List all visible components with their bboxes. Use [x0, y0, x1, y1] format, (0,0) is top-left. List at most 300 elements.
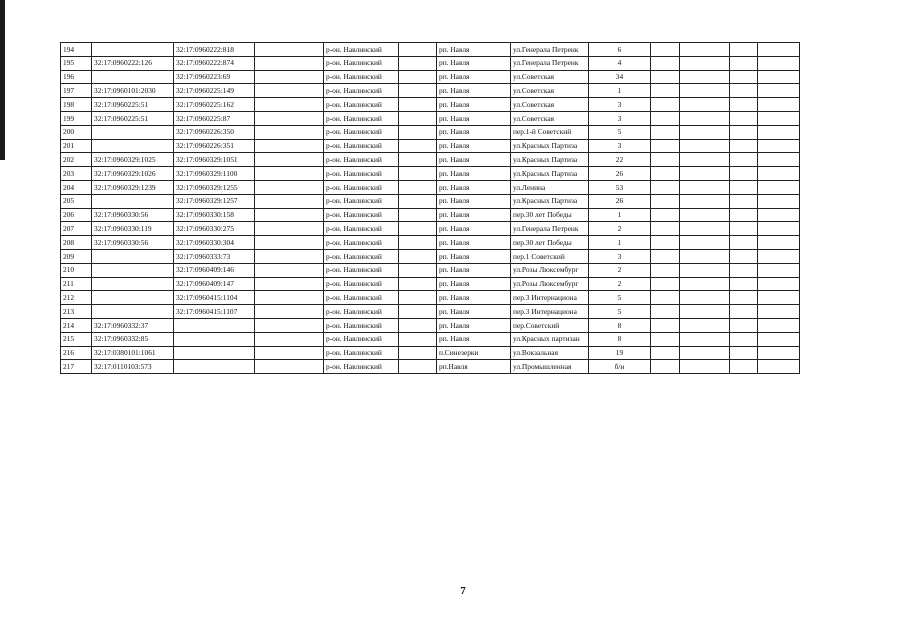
land-cadastral-number-cell: 32:17:0960225:51	[92, 98, 174, 112]
table-row	[61, 318, 800, 332]
row-number-cell: 202	[61, 153, 92, 167]
street-cell: ул.Красных Партиза	[511, 167, 589, 181]
empty-cell	[730, 56, 758, 70]
house-number-cell: 2	[589, 277, 651, 291]
page-number: 7	[460, 585, 466, 597]
row-number-cell: 196	[61, 70, 92, 84]
object-cadastral-number-cell: 32:17:0960329:1257	[174, 194, 255, 208]
street-cell: ул.Ленина	[511, 180, 589, 194]
empty-cell	[680, 180, 730, 194]
empty-cell	[255, 84, 324, 98]
district-cell: р-он. Навлинский	[324, 332, 399, 346]
empty-cell	[651, 153, 680, 167]
land-cadastral-number-cell: 32:17:0960329:1026	[92, 167, 174, 181]
empty-cell	[651, 222, 680, 236]
empty-cell	[758, 249, 800, 263]
house-number-cell: 1	[589, 84, 651, 98]
land-cadastral-number-cell: 32:17:0960329:1025	[92, 153, 174, 167]
object-cadastral-number-cell: 32:17:0960225:162	[174, 98, 255, 112]
row-number-cell: 206	[61, 208, 92, 222]
district-cell: р-он. Навлинский	[324, 318, 399, 332]
row-number-cell: 198	[61, 98, 92, 112]
empty-cell	[255, 277, 324, 291]
empty-cell	[680, 305, 730, 319]
district-cell: р-он. Навлинский	[324, 263, 399, 277]
empty-cell	[758, 84, 800, 98]
empty-cell	[399, 84, 437, 98]
street-cell: ул.Розы Люксембург	[511, 263, 589, 277]
empty-cell	[399, 70, 437, 84]
empty-cell	[651, 98, 680, 112]
empty-cell	[255, 111, 324, 125]
district-cell: р-он. Навлинский	[324, 277, 399, 291]
table-row	[61, 167, 800, 181]
table-row	[61, 111, 800, 125]
district-cell: р-он. Навлинский	[324, 208, 399, 222]
settlement-cell: рп. Навля	[437, 98, 511, 112]
table-row	[61, 153, 800, 167]
table-row	[61, 125, 800, 139]
empty-cell	[758, 56, 800, 70]
street-cell: ул.Красных Партиза	[511, 153, 589, 167]
empty-cell	[758, 277, 800, 291]
empty-cell	[730, 43, 758, 57]
empty-cell	[730, 180, 758, 194]
empty-cell	[730, 98, 758, 112]
land-cadastral-number-cell: 32:17:0960332:37	[92, 318, 174, 332]
row-number-cell: 216	[61, 346, 92, 360]
empty-cell	[730, 222, 758, 236]
house-number-cell: 1	[589, 236, 651, 250]
empty-cell	[255, 360, 324, 374]
object-cadastral-number-cell	[174, 318, 255, 332]
object-cadastral-number-cell: 32:17:0960415:1104	[174, 291, 255, 305]
district-cell: р-он. Навлинский	[324, 291, 399, 305]
row-number-cell: 203	[61, 167, 92, 181]
row-number-cell: 213	[61, 305, 92, 319]
empty-cell	[399, 43, 437, 57]
object-cadastral-number-cell	[174, 332, 255, 346]
house-number-cell: 8	[589, 332, 651, 346]
empty-cell	[758, 346, 800, 360]
empty-cell	[730, 194, 758, 208]
street-cell: пер.3 Интернациона	[511, 291, 589, 305]
empty-cell	[651, 346, 680, 360]
house-number-cell: 22	[589, 153, 651, 167]
empty-cell	[399, 208, 437, 222]
object-cadastral-number-cell: 32:17:0960330:158	[174, 208, 255, 222]
scan-edge-shadow	[0, 0, 5, 160]
empty-cell	[255, 249, 324, 263]
object-cadastral-number-cell: 32:17:0960330:275	[174, 222, 255, 236]
table-row	[61, 208, 800, 222]
empty-cell	[730, 111, 758, 125]
house-number-cell: 3	[589, 98, 651, 112]
house-number-cell: 34	[589, 70, 651, 84]
empty-cell	[680, 84, 730, 98]
house-number-cell: 53	[589, 180, 651, 194]
district-cell: р-он. Навлинский	[324, 249, 399, 263]
empty-cell	[399, 222, 437, 236]
land-cadastral-number-cell	[92, 277, 174, 291]
house-number-cell: 3	[589, 249, 651, 263]
empty-cell	[730, 84, 758, 98]
empty-cell	[730, 153, 758, 167]
empty-cell	[651, 318, 680, 332]
empty-cell	[730, 236, 758, 250]
land-cadastral-number-cell: 32:17:0960330:119	[92, 222, 174, 236]
empty-cell	[651, 291, 680, 305]
table-row	[61, 360, 800, 374]
empty-cell	[680, 277, 730, 291]
empty-cell	[651, 125, 680, 139]
empty-cell	[399, 332, 437, 346]
land-cadastral-number-cell: 32:17:0960332:85	[92, 332, 174, 346]
empty-cell	[255, 70, 324, 84]
district-cell: р-он. Навлинский	[324, 70, 399, 84]
house-number-cell: 8	[589, 318, 651, 332]
settlement-cell: рп. Навля	[437, 291, 511, 305]
empty-cell	[680, 43, 730, 57]
empty-cell	[758, 305, 800, 319]
empty-cell	[651, 208, 680, 222]
land-cadastral-number-cell: 32:17:0960329:1239	[92, 180, 174, 194]
empty-cell	[399, 153, 437, 167]
row-number-cell: 204	[61, 180, 92, 194]
house-number-cell: 5	[589, 125, 651, 139]
empty-cell	[651, 332, 680, 346]
empty-cell	[399, 56, 437, 70]
empty-cell	[680, 318, 730, 332]
empty-cell	[680, 70, 730, 84]
empty-cell	[680, 139, 730, 153]
street-cell: ул.Советская	[511, 70, 589, 84]
land-cadastral-number-cell	[92, 249, 174, 263]
empty-cell	[399, 111, 437, 125]
row-number-cell: 197	[61, 84, 92, 98]
empty-cell	[730, 332, 758, 346]
table-row	[61, 43, 800, 57]
table-row	[61, 98, 800, 112]
table-row	[61, 84, 800, 98]
empty-cell	[651, 70, 680, 84]
row-number-cell: 207	[61, 222, 92, 236]
empty-cell	[730, 346, 758, 360]
empty-cell	[680, 332, 730, 346]
empty-cell	[730, 125, 758, 139]
empty-cell	[730, 70, 758, 84]
empty-cell	[255, 43, 324, 57]
row-number-cell: 215	[61, 332, 92, 346]
empty-cell	[255, 291, 324, 305]
empty-cell	[255, 56, 324, 70]
empty-cell	[680, 167, 730, 181]
empty-cell	[651, 249, 680, 263]
empty-cell	[758, 208, 800, 222]
empty-cell	[758, 70, 800, 84]
district-cell: р-он. Навлинский	[324, 111, 399, 125]
object-cadastral-number-cell: 32:17:0960226:351	[174, 139, 255, 153]
empty-cell	[651, 305, 680, 319]
house-number-cell: 1	[589, 208, 651, 222]
house-number-cell: 6	[589, 43, 651, 57]
settlement-cell: рп. Навля	[437, 180, 511, 194]
house-number-cell: 3	[589, 139, 651, 153]
empty-cell	[758, 139, 800, 153]
table-row	[61, 346, 800, 360]
empty-cell	[730, 263, 758, 277]
table-row	[61, 263, 800, 277]
empty-cell	[758, 291, 800, 305]
empty-cell	[730, 249, 758, 263]
street-cell: пер.1 Советский	[511, 249, 589, 263]
empty-cell	[680, 236, 730, 250]
land-cadastral-number-cell	[92, 70, 174, 84]
district-cell: р-он. Навлинский	[324, 56, 399, 70]
table-row	[61, 56, 800, 70]
land-cadastral-number-cell: 32:17:0960101:2030	[92, 84, 174, 98]
empty-cell	[730, 360, 758, 374]
empty-cell	[651, 139, 680, 153]
empty-cell	[399, 249, 437, 263]
street-cell: ул.Генерала Петренк	[511, 222, 589, 236]
empty-cell	[680, 263, 730, 277]
empty-cell	[758, 180, 800, 194]
empty-cell	[651, 180, 680, 194]
empty-cell	[651, 263, 680, 277]
empty-cell	[680, 125, 730, 139]
empty-cell	[651, 56, 680, 70]
row-number-cell: 214	[61, 318, 92, 332]
empty-cell	[758, 263, 800, 277]
object-cadastral-number-cell: 32:17:0960329:1051	[174, 153, 255, 167]
row-number-cell: 199	[61, 111, 92, 125]
empty-cell	[758, 98, 800, 112]
house-number-cell: б/н	[589, 360, 651, 374]
table-row	[61, 277, 800, 291]
table-row	[61, 249, 800, 263]
district-cell: р-он. Навлинский	[324, 98, 399, 112]
empty-cell	[399, 346, 437, 360]
empty-cell	[680, 346, 730, 360]
empty-cell	[758, 125, 800, 139]
settlement-cell: рп. Навля	[437, 249, 511, 263]
empty-cell	[399, 139, 437, 153]
empty-cell	[758, 43, 800, 57]
settlement-cell: п.Синезерки	[437, 346, 511, 360]
land-cadastral-number-cell: 32:17:0960330:56	[92, 208, 174, 222]
empty-cell	[758, 332, 800, 346]
district-cell: р-он. Навлинский	[324, 194, 399, 208]
street-cell: ул.Промышленная	[511, 360, 589, 374]
empty-cell	[255, 208, 324, 222]
district-cell: р-он. Навлинский	[324, 305, 399, 319]
district-cell: р-он. Навлинский	[324, 153, 399, 167]
district-cell: р-он. Навлинский	[324, 180, 399, 194]
empty-cell	[399, 318, 437, 332]
street-cell: пер.1-й Советский	[511, 125, 589, 139]
land-cadastral-number-cell: 32:17:0110103:573	[92, 360, 174, 374]
district-cell: р-он. Навлинский	[324, 346, 399, 360]
street-cell: ул.Советская	[511, 111, 589, 125]
empty-cell	[255, 332, 324, 346]
empty-cell	[730, 139, 758, 153]
empty-cell	[651, 194, 680, 208]
settlement-cell: рп. Навля	[437, 194, 511, 208]
object-cadastral-number-cell	[174, 346, 255, 360]
empty-cell	[680, 111, 730, 125]
property-registry-table	[60, 42, 800, 374]
empty-cell	[730, 291, 758, 305]
street-cell: ул.Генерала Петренк	[511, 56, 589, 70]
house-number-cell: 26	[589, 167, 651, 181]
land-cadastral-number-cell	[92, 194, 174, 208]
object-cadastral-number-cell: 32:17:0960222:874	[174, 56, 255, 70]
empty-cell	[399, 194, 437, 208]
empty-cell	[680, 222, 730, 236]
settlement-cell: рп. Навля	[437, 236, 511, 250]
table-row	[61, 305, 800, 319]
empty-cell	[651, 277, 680, 291]
settlement-cell: рп. Навля	[437, 84, 511, 98]
empty-cell	[255, 236, 324, 250]
empty-cell	[730, 208, 758, 222]
object-cadastral-number-cell: 32:17:0960409:147	[174, 277, 255, 291]
street-cell: пер.30 лет Победы	[511, 208, 589, 222]
empty-cell	[399, 360, 437, 374]
land-cadastral-number-cell	[92, 139, 174, 153]
empty-cell	[255, 153, 324, 167]
district-cell: р-он. Навлинский	[324, 84, 399, 98]
street-cell: ул.Советская	[511, 84, 589, 98]
district-cell: р-он. Навлинский	[324, 360, 399, 374]
empty-cell	[399, 236, 437, 250]
land-cadastral-number-cell: 32:17:0960225:51	[92, 111, 174, 125]
settlement-cell: рп. Навля	[437, 263, 511, 277]
empty-cell	[758, 222, 800, 236]
street-cell: пер.3 Интернациона	[511, 305, 589, 319]
district-cell: р-он. Навлинский	[324, 236, 399, 250]
empty-cell	[399, 263, 437, 277]
row-number-cell: 211	[61, 277, 92, 291]
empty-cell	[651, 236, 680, 250]
land-cadastral-number-cell	[92, 263, 174, 277]
settlement-cell: рп. Навля	[437, 318, 511, 332]
house-number-cell: 5	[589, 305, 651, 319]
settlement-cell: рп. Навля	[437, 305, 511, 319]
empty-cell	[651, 167, 680, 181]
row-number-cell: 209	[61, 249, 92, 263]
empty-cell	[758, 153, 800, 167]
empty-cell	[680, 194, 730, 208]
street-cell: пер.30 лет Победы	[511, 236, 589, 250]
table-row	[61, 194, 800, 208]
house-number-cell: 2	[589, 222, 651, 236]
street-cell: ул.Вокзальная	[511, 346, 589, 360]
empty-cell	[255, 346, 324, 360]
empty-cell	[399, 277, 437, 291]
settlement-cell: рп. Навля	[437, 56, 511, 70]
empty-cell	[680, 291, 730, 305]
object-cadastral-number-cell: 32:17:0960333:73	[174, 249, 255, 263]
street-cell: ул.Розы Люксембург	[511, 277, 589, 291]
settlement-cell: рп. Навля	[437, 153, 511, 167]
table-row	[61, 236, 800, 250]
empty-cell	[399, 291, 437, 305]
empty-cell	[399, 167, 437, 181]
land-cadastral-number-cell	[92, 43, 174, 57]
table-row	[61, 332, 800, 346]
empty-cell	[651, 84, 680, 98]
settlement-cell: рп. Навля	[437, 125, 511, 139]
empty-cell	[255, 98, 324, 112]
empty-cell	[730, 318, 758, 332]
empty-cell	[758, 194, 800, 208]
object-cadastral-number-cell: 32:17:0960222:818	[174, 43, 255, 57]
house-number-cell: 5	[589, 291, 651, 305]
object-cadastral-number-cell: 32:17:0960223:69	[174, 70, 255, 84]
empty-cell	[255, 263, 324, 277]
row-number-cell: 194	[61, 43, 92, 57]
object-cadastral-number-cell: 32:17:0960225:149	[174, 84, 255, 98]
district-cell: р-он. Навлинский	[324, 43, 399, 57]
object-cadastral-number-cell	[174, 360, 255, 374]
row-number-cell: 210	[61, 263, 92, 277]
empty-cell	[651, 360, 680, 374]
land-cadastral-number-cell: 32:17:0960222:126	[92, 56, 174, 70]
street-cell: ул.Красных Партиза	[511, 139, 589, 153]
empty-cell	[758, 236, 800, 250]
empty-cell	[255, 139, 324, 153]
district-cell: р-он. Навлинский	[324, 222, 399, 236]
row-number-cell: 212	[61, 291, 92, 305]
settlement-cell: рп.Навля	[437, 360, 511, 374]
empty-cell	[680, 98, 730, 112]
table-row	[61, 222, 800, 236]
object-cadastral-number-cell: 32:17:0960329:1255	[174, 180, 255, 194]
settlement-cell: рп. Навля	[437, 332, 511, 346]
empty-cell	[680, 153, 730, 167]
empty-cell	[730, 167, 758, 181]
object-cadastral-number-cell: 32:17:0960415:1107	[174, 305, 255, 319]
empty-cell	[758, 318, 800, 332]
row-number-cell: 217	[61, 360, 92, 374]
empty-cell	[758, 167, 800, 181]
empty-cell	[255, 125, 324, 139]
house-number-cell: 19	[589, 346, 651, 360]
land-cadastral-number-cell: 32:17:0380101:1061	[92, 346, 174, 360]
settlement-cell: рп. Навля	[437, 208, 511, 222]
object-cadastral-number-cell: 32:17:0960226:350	[174, 125, 255, 139]
row-number-cell: 200	[61, 125, 92, 139]
empty-cell	[399, 305, 437, 319]
empty-cell	[255, 318, 324, 332]
empty-cell	[255, 194, 324, 208]
district-cell: р-он. Навлинский	[324, 167, 399, 181]
empty-cell	[680, 56, 730, 70]
object-cadastral-number-cell: 32:17:0960225:87	[174, 111, 255, 125]
empty-cell	[680, 208, 730, 222]
street-cell: ул.Советская	[511, 98, 589, 112]
empty-cell	[651, 111, 680, 125]
table-row	[61, 291, 800, 305]
empty-cell	[399, 125, 437, 139]
empty-cell	[399, 98, 437, 112]
land-cadastral-number-cell	[92, 125, 174, 139]
settlement-cell: рп. Навля	[437, 167, 511, 181]
street-cell: пер.Советский	[511, 318, 589, 332]
empty-cell	[255, 180, 324, 194]
